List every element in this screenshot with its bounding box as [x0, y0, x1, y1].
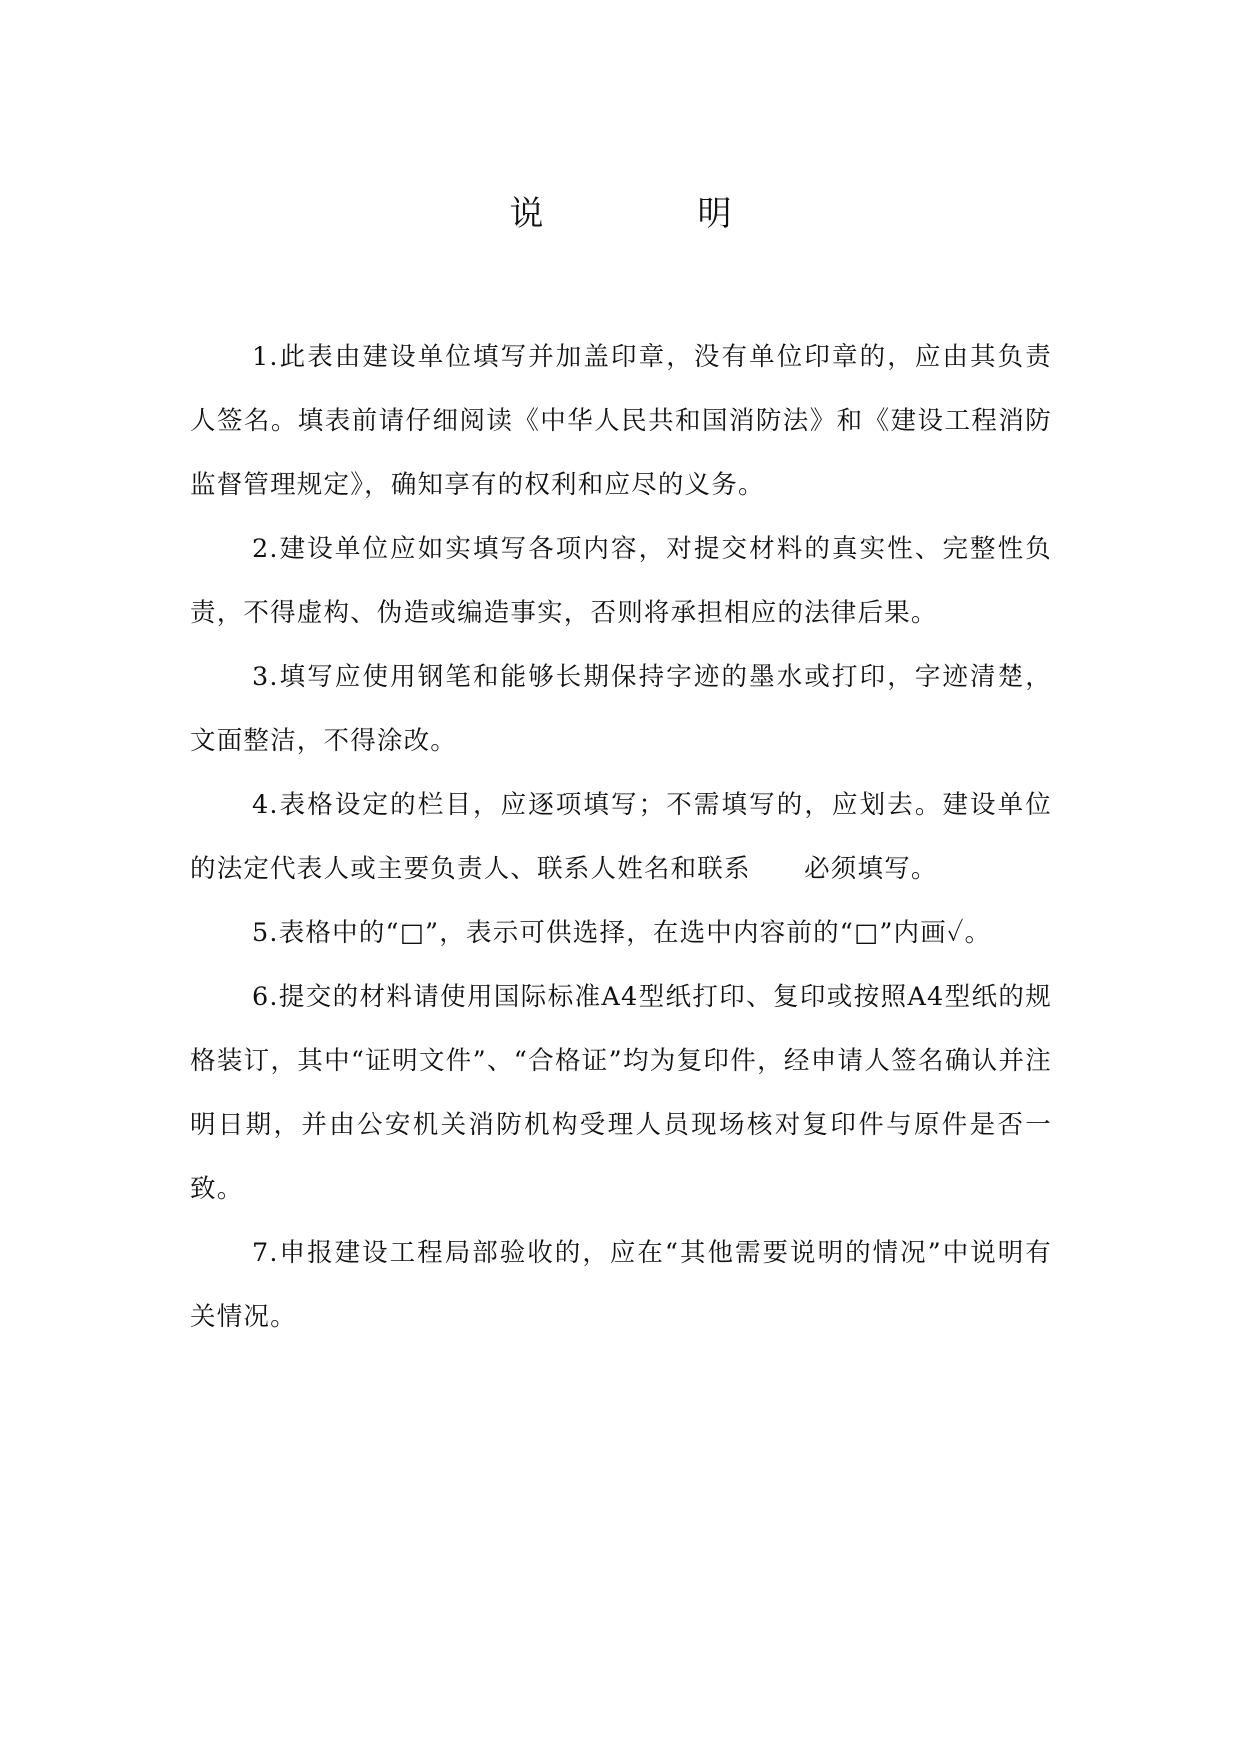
- instruction-paragraph-4: 4.表格设定的栏目，应逐项填写；不需填写的，应划去。建设单位的法定代表人或主要负责人、联系人姓名和联系 必须填写。: [190, 790, 1052, 884]
- instruction-paragraph-3: 3.填写应使用钢笔和能够长期保持字迹的墨水或打印，字迹清楚，文面整洁，不得涂改。: [190, 662, 1052, 756]
- instruction-paragraph-2: 2.建设单位应如实填写各项内容，对提交材料的真实性、完整性负责，不得虚构、伪造或编造事实，否则将承担相应的法律后果。: [190, 534, 1052, 628]
- page-title: 说 明: [509, 194, 792, 234]
- instruction-paragraph-6: 6.提交的材料请使用国际标准A4型纸打印、复印或按照A4型纸的规格装订，其中“证明文件”、“合格证”均为复印件，经申请人签名确认并注明日期，并由公安机关消防机构受理人员现场核对复印件与原件是否一致。: [190, 982, 1052, 1204]
- instruction-paragraph-5: 5.表格中的“□”，表示可供选择，在选中内容前的“□”内画✓。: [252, 918, 992, 948]
- instruction-paragraph-7: 7.申报建设工程局部验收的，应在“其他需要说明的情况”中说明有关情况。: [190, 1238, 1052, 1332]
- instruction-paragraph-1: 1.此表由建设单位填写并加盖印章，没有单位印章的，应由其负责人签名。填表前请仔细阅读《中华人民共和国消防法》和《建设工程消防监督管理规定》，确知享有的权利和应尽的义务。: [190, 342, 1052, 500]
- instructions-body: [190, 325, 1052, 1349]
